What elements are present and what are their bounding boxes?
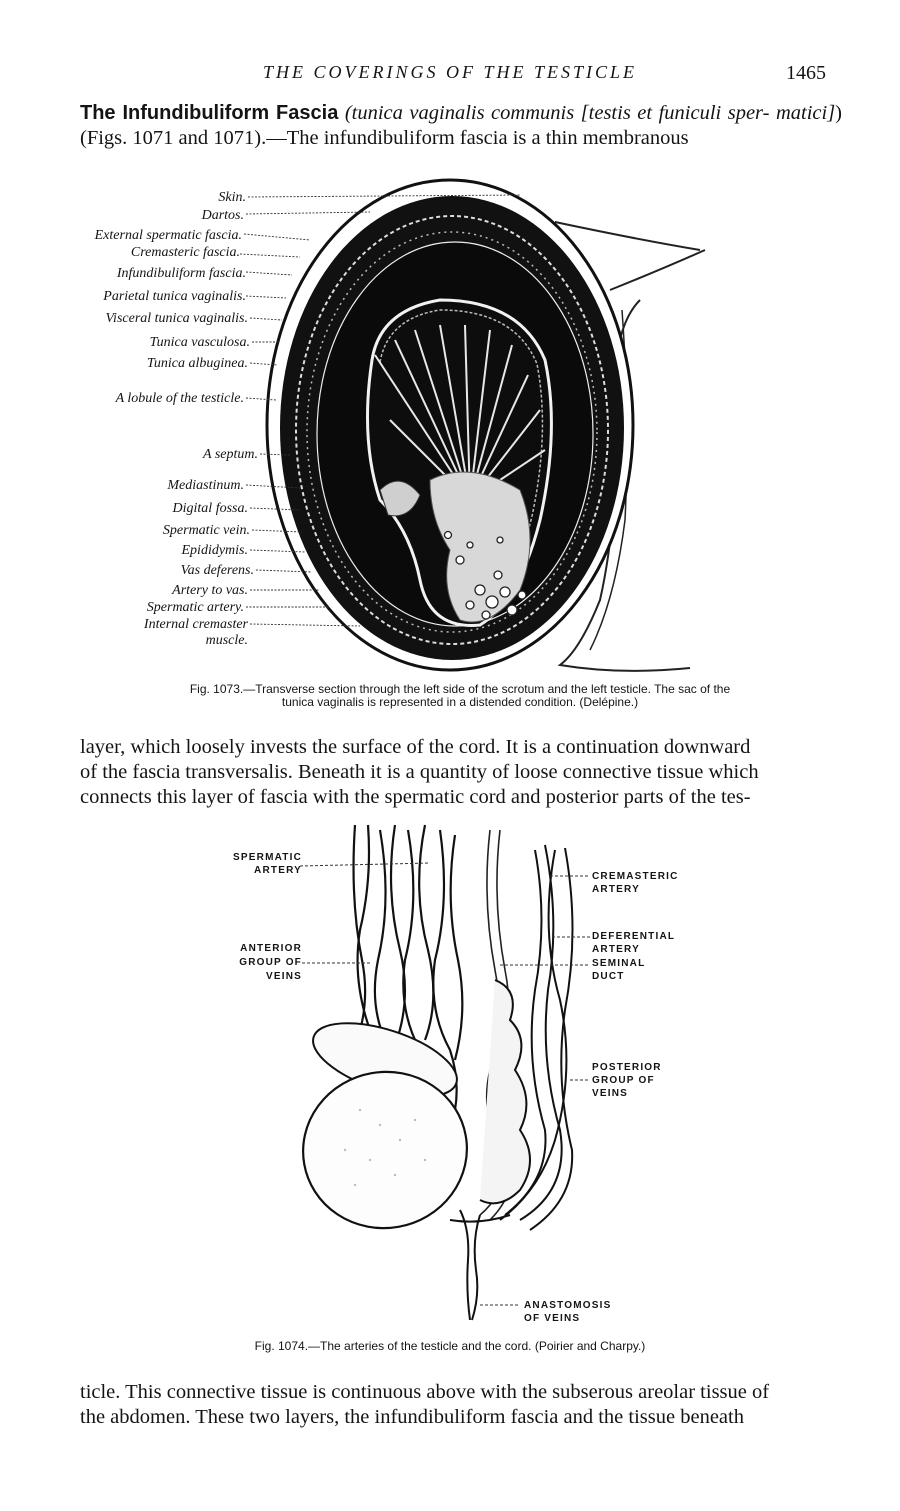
label-seminal-duct-2: DUCT — [592, 971, 625, 982]
label-spermatic-artery-2: ARTERY — [254, 865, 302, 876]
label-artery-to-vas: Artery to vas. — [172, 583, 248, 598]
label-dartos: Dartos. — [201, 208, 244, 223]
figure-1073-caption — [80, 683, 840, 709]
caption-1073-line2: tunica vaginalis is represented in a distended condition. (Delépine.) — [281, 695, 639, 709]
label-anastomosis-1: ANASTOMOSIS — [524, 1300, 612, 1311]
label-posterior-veins-3: VEINS — [592, 1088, 629, 1099]
section-heading: The Infundibuliform Fascia — [80, 102, 339, 124]
label-posterior-veins-2: GROUP OF — [592, 1075, 655, 1086]
latin-term-2: matici] — [775, 102, 836, 124]
paragraph2-line3: connects this layer of fascia with the spermatic cord and posterior parts of the tes- — [80, 786, 751, 808]
label-cremasteric-fascia: Cremasteric fascia. — [130, 245, 240, 260]
label-seminal-duct-1: SEMINAL — [592, 958, 646, 969]
label-spermatic-artery: Spermatic artery. — [146, 600, 244, 615]
label-anterior-veins-3: VEINS — [265, 971, 302, 982]
label-internal-cremaster-muscle: muscle. — [205, 633, 248, 648]
figure-1074 — [0, 815, 900, 1330]
label-visceral-tunica-vaginalis: Visceral tunica vaginalis. — [105, 311, 248, 326]
label-septum: A septum. — [203, 447, 258, 462]
label-epididymis: Epididymis. — [181, 543, 248, 558]
running-title: THE COVERINGS OF THE TESTICLE — [262, 62, 637, 82]
paragraph2-line1: layer, which loosely invests the surface of the cord. It is a continuation downward — [80, 736, 751, 758]
label-infundibuliform-fascia: Infundibuliform fascia. — [116, 266, 246, 281]
latin-term-1: (tunica vaginalis communis [testis et funiculi sper- — [344, 102, 770, 124]
label-anastomosis-2: OF VEINS — [524, 1313, 581, 1324]
label-spermatic-vein: Spermatic vein. — [162, 523, 250, 538]
label-cremasteric-artery-1: CREMASTERIC — [592, 871, 679, 882]
page-number: 1465 — [786, 62, 826, 84]
label-deferential-artery-1: DEFERENTIAL — [592, 931, 676, 942]
paragraph-cord-investment — [80, 735, 842, 810]
caption-1073-line1: Fig. 1073.—Transverse section through the left side of the scrotum and the left testicle. The sac of the — [189, 682, 731, 696]
label-deferential-artery-2: ARTERY — [592, 944, 640, 955]
label-digital-fossa: Digital fossa. — [172, 501, 248, 516]
label-anterior-veins-2: GROUP OF — [239, 957, 302, 968]
anastomosis-veins — [450, 1210, 510, 1320]
figure-1073 — [0, 170, 900, 680]
label-internal-cremaster: Internal cremaster — [143, 617, 248, 632]
paragraph3-line1: ticle. This connective tissue is continuous above with the subserous areolar tissue of — [80, 1381, 770, 1403]
label-tunica-vasculosa: Tunica vasculosa. — [149, 335, 250, 350]
paragraph-infundibuliform-intro — [80, 101, 842, 151]
paragraph2-line2: of the fascia transversalis. Beneath it is a quantity of loose connective tissue which — [80, 761, 759, 783]
label-cremasteric-artery-2: ARTERY — [592, 884, 640, 895]
label-anterior-veins-1: ANTERIOR — [240, 943, 302, 954]
label-mediastinum: Mediastinum. — [167, 478, 244, 493]
epididymis — [480, 980, 530, 1203]
label-external-spermatic-fascia: External spermatic fascia. — [94, 228, 242, 243]
label-lobule: A lobule of the testicle. — [115, 391, 244, 406]
label-skin: Skin. — [218, 190, 246, 205]
paragraph3-line2: the abdomen. These two layers, the infundibuliform fascia and the tissue beneath — [80, 1406, 744, 1428]
label-spermatic-artery-1: SPERMATIC — [233, 852, 302, 863]
label-vas-deferens: Vas deferens. — [180, 563, 254, 578]
label-parietal-tunica-vaginalis: Parietal tunica vaginalis. — [103, 289, 246, 304]
figure-1074-caption: Fig. 1074.—The arteries of the testicle and the cord. (Poirier and Charpy.) — [254, 1339, 646, 1353]
label-tunica-albuginea: Tunica albuginea. — [146, 356, 248, 371]
paragraph-text: )(Figs. 1071 and 1071).—The infundibuliform fascia is a thin membranous — [80, 102, 842, 149]
label-posterior-veins-1: POSTERIOR — [592, 1062, 662, 1073]
paragraph-connective-tissue — [80, 1380, 842, 1430]
